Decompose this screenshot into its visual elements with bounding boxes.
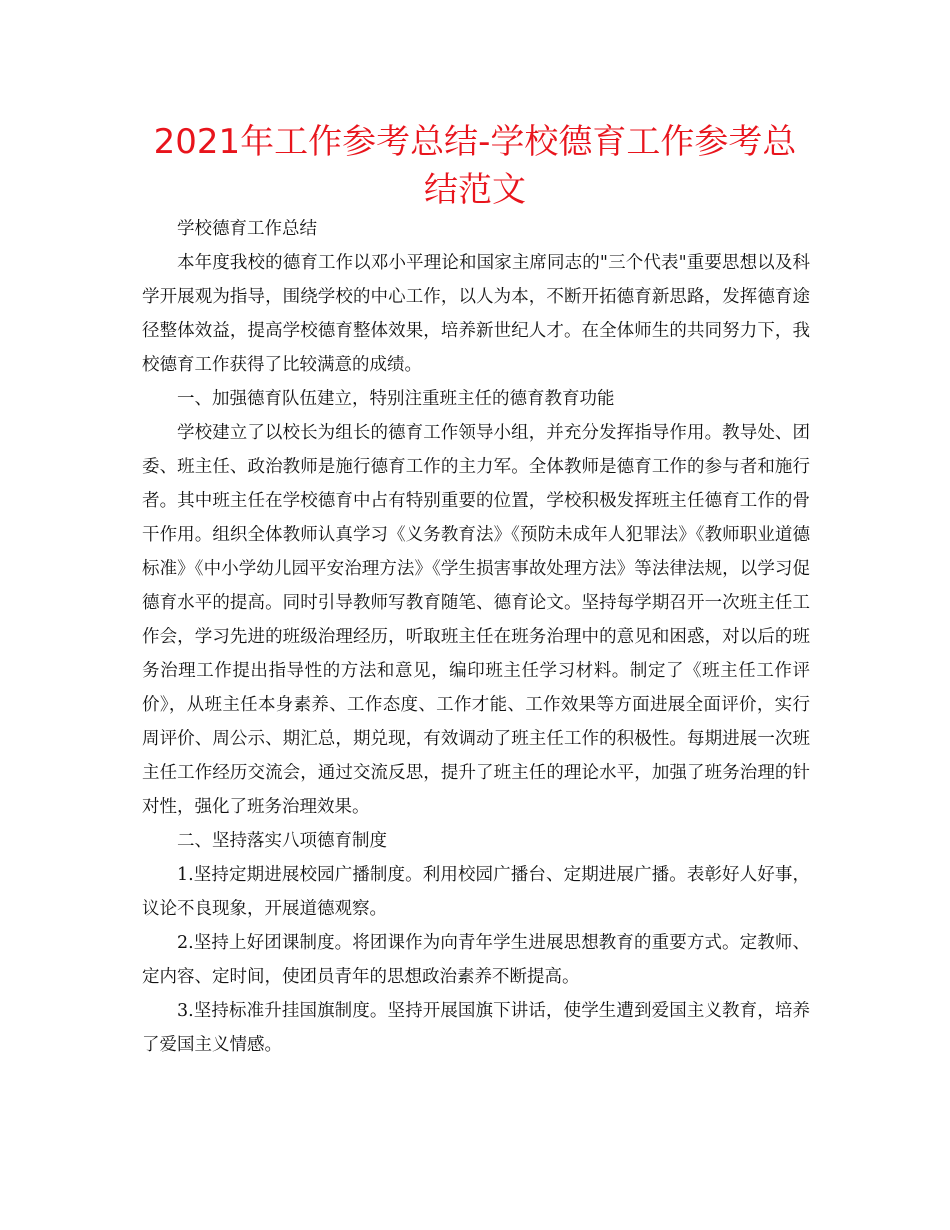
document-body xyxy=(142,212,810,1062)
paragraph: 本年度我校的德育工作以邓小平理论和国家主席同志的"三个代表"重要思想以及科学开展观为指导，围绕学校的中心工作，以人为本，不断开拓德育新思路，发挥德育途径整体效益，提高学校德育整体效果，培养新世纪人才。在全体师生的共同努力下，我校德育工作获得了比较满意的成绩。 xyxy=(142,253,810,375)
section-heading: 一、加强德育队伍建立，特别注重班主任的德育教育功能 xyxy=(177,389,615,409)
paragraph: 1.坚持定期进展校园广播制度。利用校园广播台、定期进展广播。表彰好人好事，议论不良现象，开展道德观察。 xyxy=(142,865,810,919)
document-title: 2021年工作参考总结-学校德育工作参考总结范文 xyxy=(153,122,797,210)
section-heading: 学校德育工作总结 xyxy=(177,219,317,239)
paragraph: 2.坚持上好团课制度。将团课作为向青年学生进展思想教育的重要方式。定教师、定内容、定时间，使团员青年的思想政治素养不断提高。 xyxy=(142,933,810,987)
paragraph: 3.坚持标准升挂国旗制度。坚持开展国旗下讲话，使学生遭到爱国主义教育，培养了爱国主义情感。 xyxy=(142,1001,810,1055)
section-heading: 二、坚持落实八项德育制度 xyxy=(177,831,387,851)
paragraph: 学校建立了以校长为组长的德育工作领导小组，并充分发挥指导作用。教导处、团委、班主任、政治教师是施行德育工作的主力军。全体教师是德育工作的参与者和施行者。其中班主任在学校德育中占有特别重要的位置，学校积极发挥班主任德育工作的骨干作用。组织全体教师认真学习《义务教育法》《预防未成年人犯罪法》《教师职业道德标准》《中小学幼儿园平安治理方法》《学生损害事故处理方法》等法律法规，以学习促德育水平的提高。同时引导教师写教育随笔、德育论文。坚持每学期召开一次班主任工作会，学习先进的班级治理经历，听取班主任在班务治理中的意见和困惑，对以后的班务治理工作提出指导性的方法和意见，编印班主任学习材料。制定了《班主任工作评价》，从班主任本身素养、工作态度、工作才能、工作效果等方面进展全面评价，实行周评价、周公示、期汇总，期兑现，有效调动了班主任工作的积极性。每期进展一次班主任工作经历交流会，通过交流反思，提升了班主任的理论水平，加强了班务治理的针对性，强化了班务治理效果。 xyxy=(142,423,810,817)
